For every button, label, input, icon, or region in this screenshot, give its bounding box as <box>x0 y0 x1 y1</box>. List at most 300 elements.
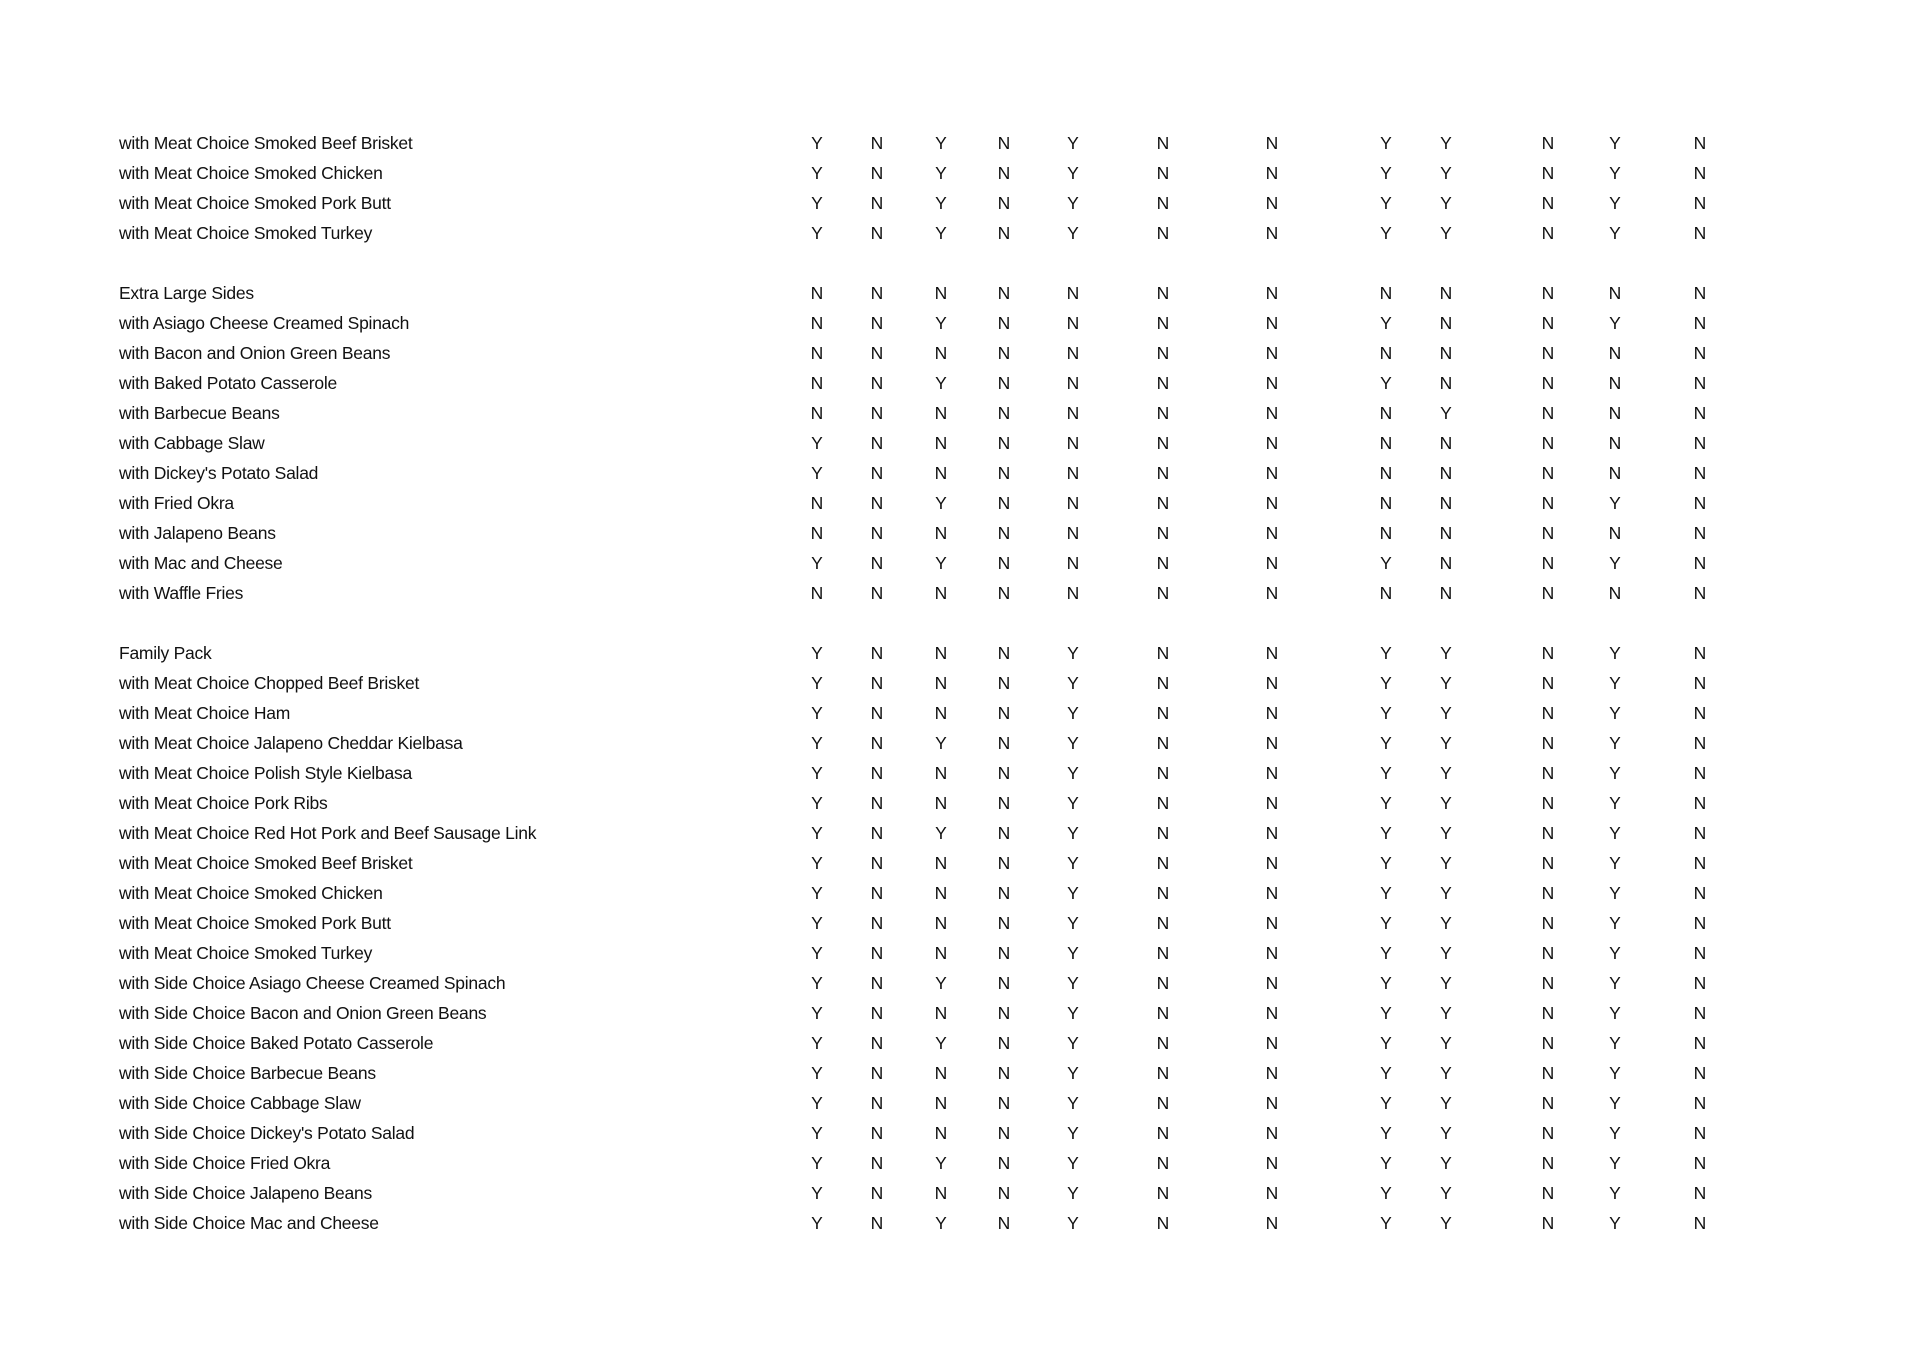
flag-cell: Y <box>1609 223 1621 243</box>
flag-cell: N <box>997 673 1011 693</box>
flag-cell: N <box>997 883 1011 903</box>
flag-cell: N <box>1439 463 1453 483</box>
flag-cell: N <box>1541 1063 1555 1083</box>
flag-cell: N <box>870 403 884 423</box>
flag-cell: N <box>1541 223 1555 243</box>
item-name: Extra Large Sides <box>119 283 254 303</box>
table-row <box>0 218 1920 248</box>
flag-cell: N <box>1439 343 1453 363</box>
flag-cell: N <box>870 703 884 723</box>
flag-cell: Y <box>1440 823 1452 843</box>
item-name: with Meat Choice Smoked Pork Butt <box>119 193 391 213</box>
flag-cell: N <box>810 583 824 603</box>
flag-cell: Y <box>811 793 823 813</box>
flag-cell: Y <box>811 1213 823 1233</box>
flag-cell: N <box>1066 283 1080 303</box>
table-row <box>0 1058 1920 1088</box>
flag-cell: N <box>997 1063 1011 1083</box>
flag-cell: N <box>934 913 948 933</box>
flag-cell: N <box>870 673 884 693</box>
flag-cell: Y <box>1609 553 1621 573</box>
flag-cell: N <box>1265 1213 1279 1233</box>
table-row <box>0 968 1920 998</box>
flag-cell: Y <box>1380 313 1392 333</box>
flag-cell: N <box>1693 763 1707 783</box>
flag-cell: N <box>1265 763 1279 783</box>
table-row <box>0 578 1920 608</box>
flag-cell: Y <box>1067 133 1079 153</box>
flag-cell: N <box>1541 973 1555 993</box>
flag-cell: Y <box>1067 673 1079 693</box>
table-row <box>0 188 1920 218</box>
flag-cell: N <box>870 1093 884 1113</box>
flag-cell: Y <box>935 973 947 993</box>
flag-cell: Y <box>1067 1183 1079 1203</box>
flag-cell: Y <box>1440 403 1452 423</box>
flag-cell: N <box>870 733 884 753</box>
flag-cell: N <box>1156 973 1170 993</box>
flag-cell: N <box>870 343 884 363</box>
table-row <box>0 668 1920 698</box>
flag-cell: Y <box>1440 913 1452 933</box>
flag-cell: N <box>997 643 1011 663</box>
flag-cell: Y <box>1380 853 1392 873</box>
flag-cell: N <box>870 643 884 663</box>
flag-cell: Y <box>935 823 947 843</box>
flag-cell: N <box>934 463 948 483</box>
flag-cell: N <box>1541 313 1555 333</box>
item-name: with Side Choice Baked Potato Casserole <box>119 1033 434 1053</box>
flag-cell: N <box>997 433 1011 453</box>
flag-cell: N <box>870 313 884 333</box>
flag-cell: N <box>997 733 1011 753</box>
flag-cell: N <box>1693 223 1707 243</box>
flag-cell: Y <box>811 853 823 873</box>
flag-cell: Y <box>811 1093 823 1113</box>
flag-cell: Y <box>1609 973 1621 993</box>
flag-cell: N <box>1693 283 1707 303</box>
flag-cell: Y <box>811 1003 823 1023</box>
flag-cell: Y <box>1609 1183 1621 1203</box>
table-row <box>0 308 1920 338</box>
flag-cell: N <box>1066 463 1080 483</box>
flag-cell: N <box>1156 673 1170 693</box>
flag-cell: N <box>934 403 948 423</box>
item-name: with Cabbage Slaw <box>119 433 265 453</box>
item-name: with Bacon and Onion Green Beans <box>119 343 391 363</box>
flag-cell: Y <box>1067 223 1079 243</box>
flag-cell: N <box>1541 643 1555 663</box>
flag-cell: N <box>870 913 884 933</box>
flag-cell: N <box>1156 733 1170 753</box>
flag-cell: N <box>870 463 884 483</box>
flag-cell: Y <box>1380 193 1392 213</box>
flag-cell: N <box>870 223 884 243</box>
item-name: with Baked Potato Casserole <box>119 373 337 393</box>
flag-cell: N <box>1693 343 1707 363</box>
flag-cell: Y <box>1609 133 1621 153</box>
flag-cell: N <box>997 823 1011 843</box>
flag-cell: Y <box>1440 703 1452 723</box>
flag-cell: N <box>1156 523 1170 543</box>
flag-cell: N <box>934 643 948 663</box>
flag-cell: N <box>870 1063 884 1083</box>
flag-cell: N <box>1608 373 1622 393</box>
flag-cell: N <box>870 1153 884 1173</box>
flag-cell: N <box>1541 553 1555 573</box>
flag-cell: N <box>870 433 884 453</box>
flag-cell: N <box>870 133 884 153</box>
flag-cell: N <box>934 883 948 903</box>
flag-cell: N <box>1608 283 1622 303</box>
flag-cell: Y <box>1609 1063 1621 1083</box>
flag-cell: Y <box>1380 883 1392 903</box>
flag-cell: N <box>1265 493 1279 513</box>
table-row <box>0 698 1920 728</box>
flag-cell: N <box>1265 1123 1279 1143</box>
flag-cell: Y <box>811 1123 823 1143</box>
flag-cell: N <box>1608 343 1622 363</box>
flag-cell: Y <box>1067 763 1079 783</box>
flag-cell: N <box>870 973 884 993</box>
item-name: with Barbecue Beans <box>119 403 280 423</box>
flag-cell: Y <box>1067 1033 1079 1053</box>
flag-cell: Y <box>1380 1003 1392 1023</box>
item-name: with Waffle Fries <box>119 583 244 603</box>
flag-cell: Y <box>1440 1063 1452 1083</box>
table-row <box>0 908 1920 938</box>
flag-cell: Y <box>1067 973 1079 993</box>
table-row <box>0 1148 1920 1178</box>
flag-cell: N <box>1156 223 1170 243</box>
item-name: with Meat Choice Smoked Chicken <box>119 883 383 903</box>
table-row <box>0 548 1920 578</box>
flag-cell: N <box>997 973 1011 993</box>
flag-cell: N <box>1693 1213 1707 1233</box>
flag-cell: N <box>1265 973 1279 993</box>
flag-cell: Y <box>811 1033 823 1053</box>
flag-cell: Y <box>1609 163 1621 183</box>
table-row <box>0 938 1920 968</box>
flag-cell: N <box>997 853 1011 873</box>
flag-cell: N <box>1439 433 1453 453</box>
flag-cell: N <box>934 433 948 453</box>
flag-cell: N <box>1265 1153 1279 1173</box>
flag-cell: Y <box>1440 853 1452 873</box>
table-row <box>0 398 1920 428</box>
flag-cell: Y <box>1067 853 1079 873</box>
flag-cell: N <box>1541 1033 1555 1053</box>
table-row <box>0 278 1920 308</box>
flag-cell: Y <box>1609 823 1621 843</box>
flag-cell: N <box>1265 943 1279 963</box>
flag-cell: N <box>1379 343 1393 363</box>
item-name: with Meat Choice Smoked Pork Butt <box>119 913 391 933</box>
flag-cell: N <box>1541 463 1555 483</box>
flag-cell: N <box>1379 283 1393 303</box>
flag-cell: N <box>870 1183 884 1203</box>
table-row <box>0 1118 1920 1148</box>
flag-cell: N <box>1156 853 1170 873</box>
flag-cell: N <box>1693 193 1707 213</box>
flag-cell: N <box>997 163 1011 183</box>
flag-cell: Y <box>1440 733 1452 753</box>
flag-cell: Y <box>811 763 823 783</box>
table-row <box>0 158 1920 188</box>
flag-cell: N <box>1379 403 1393 423</box>
flag-cell: Y <box>1440 193 1452 213</box>
flag-cell: N <box>934 853 948 873</box>
flag-cell: N <box>1156 1213 1170 1233</box>
flag-cell: N <box>1693 943 1707 963</box>
flag-cell: N <box>997 763 1011 783</box>
flag-cell: N <box>870 793 884 813</box>
flag-cell: N <box>934 523 948 543</box>
flag-cell: N <box>934 583 948 603</box>
item-name: with Side Choice Jalapeno Beans <box>119 1183 372 1203</box>
flag-cell: Y <box>1609 883 1621 903</box>
flag-cell: N <box>934 793 948 813</box>
item-name: with Meat Choice Smoked Turkey <box>119 223 373 243</box>
table-row <box>0 428 1920 458</box>
table-row <box>0 638 1920 668</box>
item-name: with Side Choice Fried Okra <box>119 1153 331 1173</box>
flag-cell: N <box>1693 853 1707 873</box>
flag-cell: Y <box>1609 493 1621 513</box>
flag-cell: N <box>1541 373 1555 393</box>
flag-cell: N <box>1693 433 1707 453</box>
flag-cell: Y <box>1380 823 1392 843</box>
flag-cell: N <box>1265 223 1279 243</box>
flag-cell: N <box>1693 913 1707 933</box>
flag-cell: Y <box>1440 1033 1452 1053</box>
flag-cell: N <box>1541 193 1555 213</box>
flag-cell: Y <box>935 163 947 183</box>
flag-cell: N <box>997 1153 1011 1173</box>
flag-cell: N <box>1156 943 1170 963</box>
flag-cell: N <box>1693 1153 1707 1173</box>
flag-cell: N <box>870 193 884 213</box>
flag-cell: N <box>997 463 1011 483</box>
flag-cell: Y <box>1609 193 1621 213</box>
flag-cell: N <box>1439 523 1453 543</box>
flag-cell: N <box>997 913 1011 933</box>
flag-cell: N <box>934 1063 948 1083</box>
flag-cell: Y <box>1380 1033 1392 1053</box>
flag-cell: N <box>1541 1093 1555 1113</box>
table-row <box>0 368 1920 398</box>
flag-cell: N <box>1379 523 1393 543</box>
flag-cell: Y <box>1380 133 1392 153</box>
flag-cell: N <box>997 523 1011 543</box>
flag-cell: N <box>1693 493 1707 513</box>
flag-cell: N <box>810 403 824 423</box>
flag-cell: N <box>1156 913 1170 933</box>
flag-cell: N <box>997 793 1011 813</box>
table-row <box>0 458 1920 488</box>
flag-cell: N <box>1379 493 1393 513</box>
flag-cell: Y <box>935 133 947 153</box>
flag-cell: N <box>810 373 824 393</box>
flag-cell: N <box>1693 643 1707 663</box>
flag-cell: N <box>997 283 1011 303</box>
flag-cell: N <box>1379 463 1393 483</box>
flag-cell: Y <box>1380 733 1392 753</box>
flag-cell: N <box>1541 703 1555 723</box>
flag-cell: Y <box>1440 1183 1452 1203</box>
flag-cell: N <box>1156 703 1170 723</box>
flag-cell: Y <box>811 463 823 483</box>
flag-cell: Y <box>1609 1123 1621 1143</box>
flag-cell: N <box>1693 883 1707 903</box>
flag-cell: Y <box>1609 763 1621 783</box>
flag-cell: N <box>1541 943 1555 963</box>
flag-cell: Y <box>1067 643 1079 663</box>
flag-cell: N <box>1693 403 1707 423</box>
flag-cell: N <box>1156 1093 1170 1113</box>
flag-cell: Y <box>1440 1123 1452 1143</box>
flag-cell: N <box>1608 403 1622 423</box>
item-name: with Jalapeno Beans <box>119 523 276 543</box>
flag-cell: N <box>997 403 1011 423</box>
flag-cell: Y <box>811 223 823 243</box>
flag-cell: N <box>934 703 948 723</box>
table-row <box>0 1178 1920 1208</box>
flag-cell: Y <box>1380 1123 1392 1143</box>
flag-cell: N <box>1265 553 1279 573</box>
flag-cell: Y <box>1067 1093 1079 1113</box>
flag-cell: Y <box>1440 163 1452 183</box>
flag-cell: Y <box>1440 673 1452 693</box>
flag-cell: N <box>1693 1183 1707 1203</box>
flag-cell: Y <box>1067 703 1079 723</box>
flag-cell: N <box>1693 793 1707 813</box>
flag-cell: N <box>1265 673 1279 693</box>
flag-cell: N <box>1066 373 1080 393</box>
item-name: with Meat Choice Chopped Beef Brisket <box>119 673 420 693</box>
flag-cell: Y <box>1067 163 1079 183</box>
flag-cell: Y <box>1609 1093 1621 1113</box>
item-name: Family Pack <box>119 643 212 663</box>
item-name: with Meat Choice Red Hot Pork and Beef Sausage Link <box>119 823 537 843</box>
flag-cell: N <box>1265 733 1279 753</box>
flag-cell: Y <box>1609 313 1621 333</box>
flag-cell: Y <box>1067 733 1079 753</box>
flag-cell: Y <box>811 973 823 993</box>
flag-cell: N <box>1439 583 1453 603</box>
flag-cell: Y <box>811 703 823 723</box>
flag-cell: Y <box>1440 1213 1452 1233</box>
table-row <box>0 1088 1920 1118</box>
flag-cell: N <box>1156 373 1170 393</box>
flag-cell: N <box>870 1033 884 1053</box>
flag-cell: Y <box>1067 193 1079 213</box>
flag-cell: N <box>997 133 1011 153</box>
flag-cell: Y <box>1380 163 1392 183</box>
flag-cell: N <box>1066 433 1080 453</box>
flag-cell: Y <box>1609 1213 1621 1233</box>
item-name: with Fried Okra <box>119 493 234 513</box>
flag-cell: N <box>1265 433 1279 453</box>
flag-cell: N <box>1541 1003 1555 1023</box>
flag-cell: Y <box>1380 553 1392 573</box>
table-row <box>0 1208 1920 1238</box>
flag-cell: N <box>1693 733 1707 753</box>
flag-cell: N <box>1265 1183 1279 1203</box>
flag-cell: N <box>1541 283 1555 303</box>
flag-cell: N <box>870 883 884 903</box>
flag-cell: Y <box>1380 913 1392 933</box>
item-name: with Mac and Cheese <box>119 553 283 573</box>
flag-cell: N <box>997 1093 1011 1113</box>
flag-cell: N <box>1265 373 1279 393</box>
flag-cell: N <box>1066 523 1080 543</box>
flag-cell: N <box>1693 1033 1707 1053</box>
flag-cell: N <box>1541 853 1555 873</box>
flag-cell: N <box>810 523 824 543</box>
flag-cell: N <box>810 343 824 363</box>
item-name: with Meat Choice Pork Ribs <box>119 793 328 813</box>
flag-cell: Y <box>935 1213 947 1233</box>
flag-cell: Y <box>1609 943 1621 963</box>
flag-cell: Y <box>1609 643 1621 663</box>
flag-cell: Y <box>1067 1063 1079 1083</box>
flag-cell: N <box>870 1003 884 1023</box>
flag-cell: N <box>1693 1003 1707 1023</box>
table-row <box>0 488 1920 518</box>
flag-cell: N <box>1156 883 1170 903</box>
table-row <box>0 128 1920 158</box>
flag-cell: Y <box>811 673 823 693</box>
flag-cell: N <box>1541 1123 1555 1143</box>
flag-cell: N <box>1066 403 1080 423</box>
flag-cell: Y <box>1380 793 1392 813</box>
item-name: with Dickey's Potato Salad <box>119 463 319 483</box>
flag-cell: N <box>870 523 884 543</box>
flag-cell: N <box>1693 1093 1707 1113</box>
flag-cell: Y <box>811 943 823 963</box>
flag-cell: Y <box>1380 1183 1392 1203</box>
flag-cell: Y <box>1609 673 1621 693</box>
flag-cell: N <box>1156 193 1170 213</box>
flag-cell: N <box>1541 793 1555 813</box>
flag-cell: Y <box>935 313 947 333</box>
flag-cell: N <box>1439 373 1453 393</box>
flag-cell: N <box>1265 1063 1279 1083</box>
flag-cell: N <box>870 1213 884 1233</box>
flag-cell: Y <box>1067 1213 1079 1233</box>
flag-cell: N <box>1541 913 1555 933</box>
flag-cell: N <box>997 493 1011 513</box>
flag-cell: Y <box>1380 643 1392 663</box>
flag-cell: N <box>1265 853 1279 873</box>
flag-cell: N <box>870 553 884 573</box>
flag-cell: N <box>1156 283 1170 303</box>
flag-cell: Y <box>1609 853 1621 873</box>
flag-cell: Y <box>811 883 823 903</box>
flag-cell: Y <box>1609 1003 1621 1023</box>
flag-cell: N <box>1608 583 1622 603</box>
flag-cell: N <box>934 763 948 783</box>
flag-cell: Y <box>811 1183 823 1203</box>
flag-cell: N <box>1265 133 1279 153</box>
flag-cell: Y <box>1609 1033 1621 1053</box>
flag-cell: Y <box>935 223 947 243</box>
flag-cell: Y <box>1380 1093 1392 1113</box>
flag-cell: N <box>1156 763 1170 783</box>
item-name: with Side Choice Dickey's Potato Salad <box>119 1123 415 1143</box>
flag-cell: N <box>1541 673 1555 693</box>
